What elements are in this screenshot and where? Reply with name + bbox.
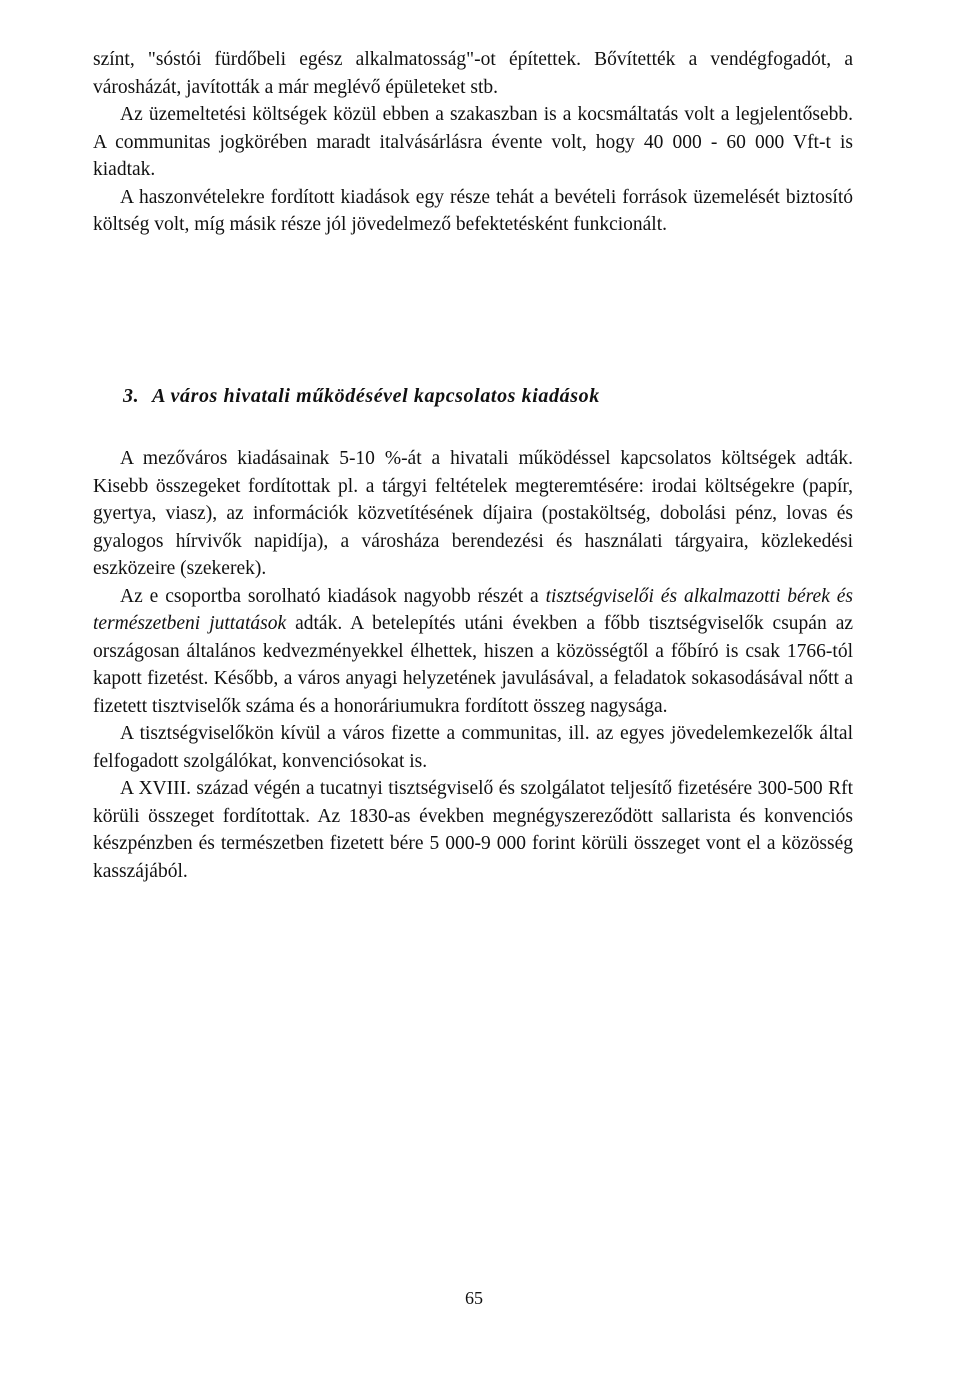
paragraph-salaries <box>93 583 853 721</box>
section-title: A város hivatali működésével kapcsolatos kiadások <box>152 385 600 407</box>
paragraph-operating-costs: Az üzemeltetési költségek közül ebben a szakaszban is a kocsmáltatás volt a legjelentősebb. A communitas jogkörében maradt italvásárlásra évente volt, hogy 40 000 - 60 000 Vft-t is kiadtak. <box>93 104 853 180</box>
section-heading <box>123 385 843 408</box>
salaries-text-after: adták. A betelepítés utáni években a főbb tisztségviselők csupán az országosan általános kedvezményekkel élhettek, hiszen a közösségtől a főbíró is csak 1766-tól kapott fizetést. Később, a város anyagi helyzetének javulásával, a feladatok sokasodásával nőtt a fizetett tisztviselők száma és a honoráriumukra fordított összeg nagysága. <box>93 613 853 717</box>
bottom-text-block <box>93 445 853 885</box>
paragraph-continuation: színt, "sóstói fürdőbeli egész alkalmatosság"-ot építettek. Bővítették a vendégfogadót, a városházát, javították a már meglévő épületeket stb. <box>93 49 853 98</box>
paragraph-servants: A tisztségviselőkön kívül a város fizette a communitas, ill. az egyes jövedelemkezelők által felfogadott szolgálókat, konvenciósokat is. <box>93 723 853 772</box>
paragraph-office-costs: A mezőváros kiadásainak 5-10 %-át a hivatali működéssel kapcsolatos költségek adták. Kisebb összegeket fordítottak pl. a tárgyi feltételek megteremtésére: irodai költségekre (papír, gyertya, viasz), az információk közvetítésének díjaira (postaköltség, dobolási pénz, lovas és gyalogos hírvivők napidíja), a városháza berendezési és használati tárgyaira, közlekedési eszközeire (szekerek). <box>93 448 853 579</box>
salaries-italic-phrase: tisztségviselői és alkalmazotti bérek és természetbeni juttatások <box>93 585 853 634</box>
top-text-block <box>93 46 853 239</box>
salaries-text-before: Az e csoportba sorolható kiadások nagyobb részét a <box>120 585 546 607</box>
paragraph-usufruct-expenses: A haszonvételekre fordított kiadások egy része tehát a bevételi források üzemelését biztosító költség volt, míg másik része jól jövedelmező befektetésként funkcionált. <box>93 186 853 235</box>
page-number: 65 <box>465 1288 483 1308</box>
section-number: 3. <box>123 385 140 407</box>
paragraph-18th-century: A XVIII. század végén a tucatnyi tisztségviselő és szolgálatot teljesítő fizetésére 300-500 Rft körüli összeget fordítottak. Az 1830-as években megnégyszereződött sallarista és konvenciós készpénzben és természetben fizetett bére 5 000-9 000 forint körüli összeget vont el a közösség kasszájából. <box>93 778 853 882</box>
